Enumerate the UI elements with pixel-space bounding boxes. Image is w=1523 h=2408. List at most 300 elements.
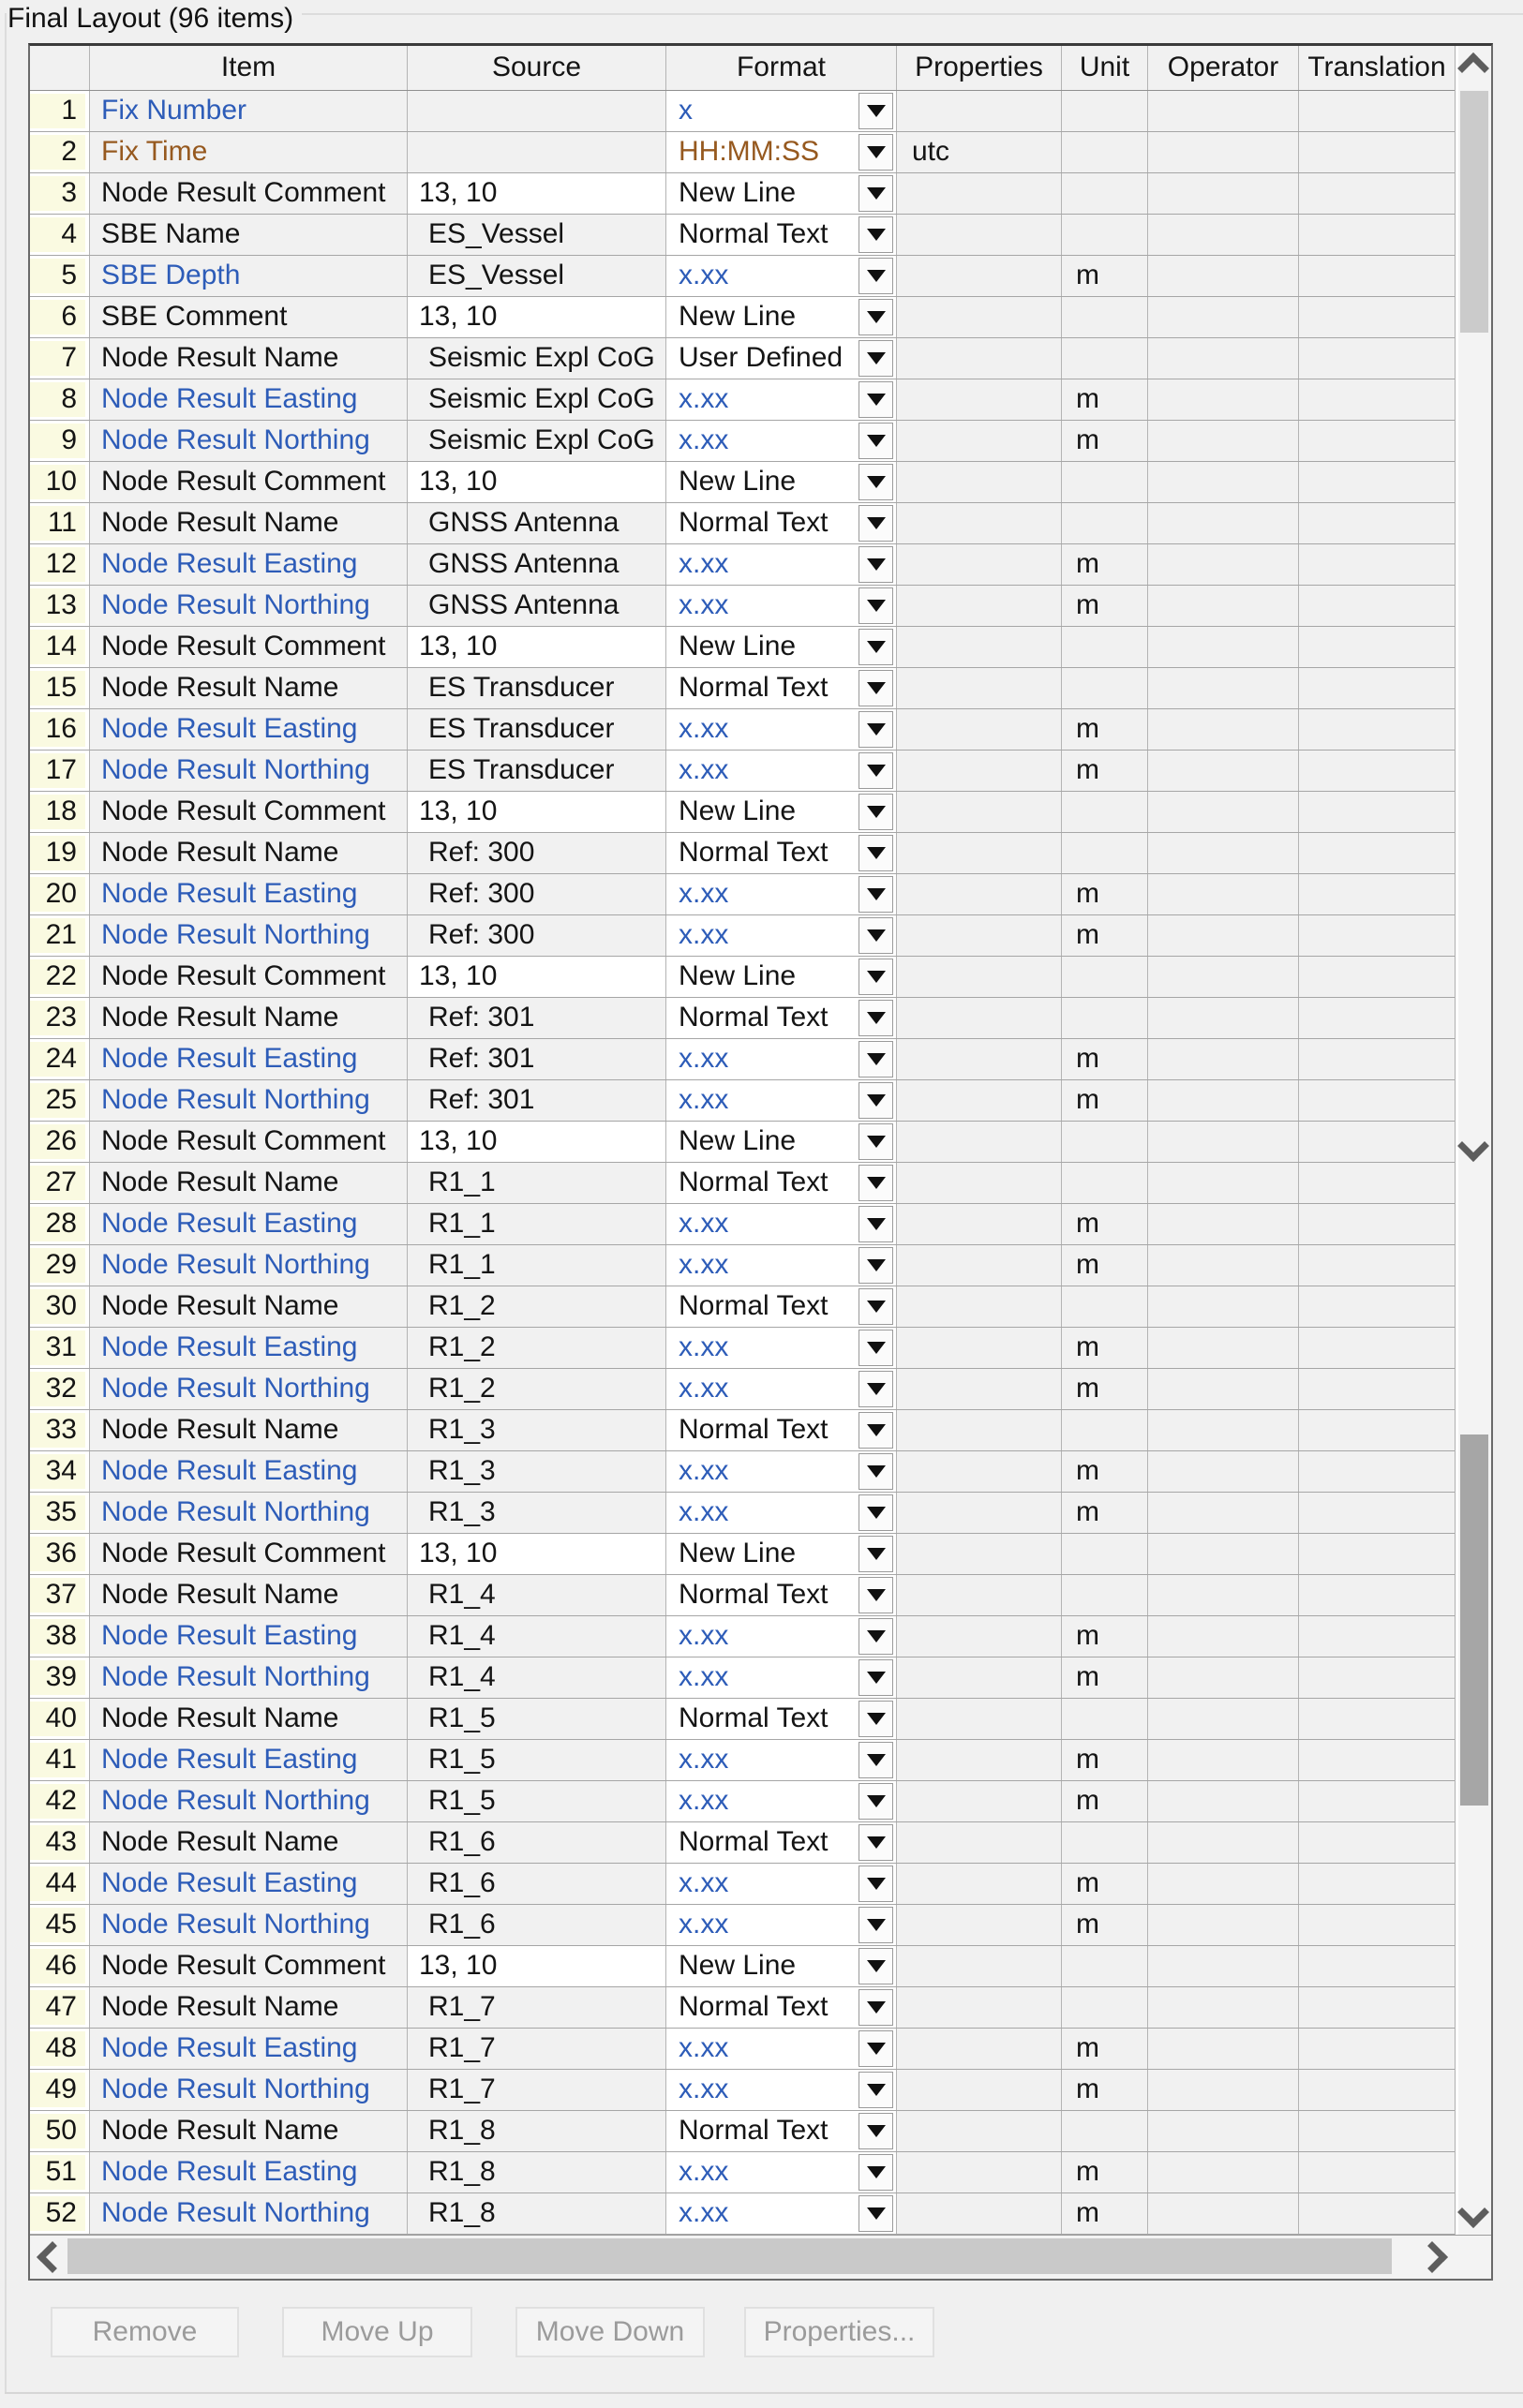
source-cell[interactable]: ES Transducer [408,751,666,791]
item-cell[interactable]: Node Result Northing [90,1080,408,1121]
unit-cell[interactable]: m [1062,379,1148,420]
header-col-operator[interactable]: Operator [1148,46,1299,90]
properties-cell[interactable] [897,957,1062,997]
format-combobox[interactable] [666,586,897,626]
translation-cell[interactable] [1299,215,1455,255]
item-cell[interactable]: Fix Time [90,132,408,172]
properties-cell[interactable] [897,1575,1062,1615]
format-dropdown-button[interactable] [859,299,893,335]
translation-cell[interactable] [1299,462,1455,502]
properties-cell[interactable] [897,1699,1062,1739]
source-cell[interactable]: 13, 10 [408,627,666,667]
source-cell[interactable]: R1_8 [408,2193,666,2234]
item-cell[interactable]: Node Result Northing [90,1245,408,1286]
operator-cell[interactable] [1148,462,1299,502]
unit-cell[interactable]: m [1062,1328,1148,1368]
header-col-rownumber[interactable] [30,46,90,90]
row-number-cell[interactable]: 39 [30,1657,90,1698]
unit-cell[interactable] [1062,1946,1148,1986]
operator-cell[interactable] [1148,338,1299,379]
operator-cell[interactable] [1148,751,1299,791]
translation-cell[interactable] [1299,668,1455,708]
source-cell[interactable]: 13, 10 [408,957,666,997]
unit-cell[interactable]: m [1062,1905,1148,1945]
translation-cell[interactable] [1299,297,1455,337]
item-cell[interactable]: Node Result Northing [90,421,408,461]
properties-cell[interactable] [897,874,1062,914]
format-dropdown-button[interactable] [859,2154,893,2191]
format-dropdown-button[interactable] [859,1082,893,1119]
format-dropdown-button[interactable] [859,1247,893,1284]
format-combobox[interactable] [666,1493,897,1533]
operator-cell[interactable] [1148,627,1299,667]
unit-cell[interactable]: m [1062,1657,1148,1698]
operator-cell[interactable] [1148,1987,1299,2028]
translation-cell[interactable] [1299,132,1455,172]
item-cell[interactable]: Node Result Northing [90,2193,408,2234]
operator-cell[interactable] [1148,2111,1299,2151]
properties-cell[interactable] [897,2070,1062,2110]
translation-cell[interactable] [1299,792,1455,832]
properties-cell[interactable] [897,1822,1062,1863]
format-combobox[interactable] [666,173,897,214]
properties-cell[interactable] [897,2111,1062,2151]
format-dropdown-button[interactable] [859,1865,893,1902]
properties-cell[interactable] [897,338,1062,379]
format-combobox[interactable] [666,1864,897,1904]
row-number-cell[interactable]: 48 [30,2029,90,2069]
properties-cell[interactable] [897,586,1062,626]
header-col-unit[interactable]: Unit [1062,46,1148,90]
source-cell[interactable]: R1_1 [408,1245,666,1286]
format-combobox[interactable] [666,1740,897,1780]
operator-cell[interactable] [1148,1204,1299,1244]
format-dropdown-button[interactable] [859,1206,893,1242]
item-cell[interactable]: Node Result Name [90,1987,408,2028]
translation-cell[interactable] [1299,1657,1455,1698]
row-number-cell[interactable]: 15 [30,668,90,708]
source-cell[interactable]: Seismic Expl CoG [408,379,666,420]
item-cell[interactable]: Node Result Comment [90,462,408,502]
row-number-cell[interactable]: 16 [30,709,90,750]
operator-cell[interactable] [1148,998,1299,1038]
properties-cell[interactable] [897,1987,1062,2028]
item-cell[interactable]: Node Result Northing [90,1369,408,1409]
format-combobox[interactable] [666,1987,897,2028]
properties-cell[interactable] [897,1781,1062,1821]
properties-cell[interactable] [897,1493,1062,1533]
format-combobox[interactable] [666,462,897,502]
row-number-cell[interactable]: 11 [30,503,90,543]
row-number-cell[interactable]: 42 [30,1781,90,1821]
operator-cell[interactable] [1148,1286,1299,1327]
row-number-cell[interactable]: 41 [30,1740,90,1780]
unit-cell[interactable]: m [1062,915,1148,956]
item-cell[interactable]: Node Result Easting [90,1039,408,1079]
unit-cell[interactable]: m [1062,2029,1148,2069]
translation-cell[interactable] [1299,1286,1455,1327]
horizontal-scrollbar[interactable] [30,2235,1491,2279]
item-cell[interactable]: Node Result Comment [90,1122,408,1162]
unit-cell[interactable] [1062,462,1148,502]
item-cell[interactable]: Node Result Name [90,1822,408,1863]
format-combobox[interactable] [666,751,897,791]
item-cell[interactable]: Node Result Name [90,1163,408,1203]
translation-cell[interactable] [1299,915,1455,956]
format-combobox[interactable] [666,421,897,461]
format-combobox[interactable] [666,1946,897,1986]
source-cell[interactable]: R1_3 [408,1451,666,1492]
operator-cell[interactable] [1148,1905,1299,1945]
operator-cell[interactable] [1148,1781,1299,1821]
source-cell[interactable]: GNSS Antenna [408,503,666,543]
translation-cell[interactable] [1299,1039,1455,1079]
row-number-cell[interactable]: 37 [30,1575,90,1615]
properties-cell[interactable] [897,297,1062,337]
format-combobox[interactable] [666,1080,897,1121]
format-dropdown-button[interactable] [859,381,893,418]
format-dropdown-button[interactable] [859,2195,893,2232]
scroll-up-button[interactable] [1456,52,1491,85]
format-combobox[interactable] [666,1534,897,1574]
row-number-cell[interactable]: 8 [30,379,90,420]
format-combobox[interactable] [666,2193,897,2234]
properties-cell[interactable] [897,1534,1062,1574]
format-dropdown-button[interactable] [859,629,893,665]
unit-cell[interactable] [1062,1163,1148,1203]
source-cell[interactable]: R1_8 [408,2152,666,2192]
format-combobox[interactable] [666,1575,897,1615]
row-number-cell[interactable]: 21 [30,915,90,956]
source-cell[interactable]: Ref: 301 [408,1080,666,1121]
properties-cell[interactable] [897,833,1062,873]
unit-cell[interactable]: m [1062,1039,1148,1079]
format-combobox[interactable] [666,2152,897,2192]
scroll-down-button-bottom[interactable] [1456,2195,1491,2229]
unit-cell[interactable] [1062,1410,1148,1450]
format-dropdown-button[interactable] [859,546,893,583]
operator-cell[interactable] [1148,297,1299,337]
translation-cell[interactable] [1299,1328,1455,1368]
format-dropdown-button[interactable] [859,216,893,253]
operator-cell[interactable] [1148,1080,1299,1121]
item-cell[interactable]: Node Result Easting [90,1616,408,1657]
vertical-scrollbar-thumb[interactable] [1460,91,1488,333]
format-combobox[interactable] [666,1245,897,1286]
source-cell[interactable]: Ref: 301 [408,1039,666,1079]
row-number-cell[interactable]: 49 [30,2070,90,2110]
format-dropdown-button[interactable] [859,917,893,954]
item-cell[interactable]: Node Result Northing [90,1905,408,1945]
item-cell[interactable]: Node Result Northing [90,915,408,956]
item-cell[interactable]: Node Result Easting [90,1328,408,1368]
translation-cell[interactable] [1299,1616,1455,1657]
row-number-cell[interactable]: 40 [30,1699,90,1739]
unit-cell[interactable]: m [1062,1245,1148,1286]
unit-cell[interactable]: m [1062,1864,1148,1904]
row-number-cell[interactable]: 30 [30,1286,90,1327]
unit-cell[interactable]: m [1062,874,1148,914]
format-dropdown-button[interactable] [859,1041,893,1078]
item-cell[interactable]: Node Result Name [90,2111,408,2151]
unit-cell[interactable]: m [1062,2070,1148,2110]
operator-cell[interactable] [1148,709,1299,750]
format-combobox[interactable] [666,1451,897,1492]
unit-cell[interactable] [1062,1822,1148,1863]
properties-cell[interactable] [897,1451,1062,1492]
source-cell[interactable]: R1_7 [408,2029,666,2069]
unit-cell[interactable]: m [1062,544,1148,585]
row-number-cell[interactable]: 1 [30,91,90,131]
unit-cell[interactable] [1062,1575,1148,1615]
translation-cell[interactable] [1299,1987,1455,2028]
translation-cell[interactable] [1299,1575,1455,1615]
item-cell[interactable]: Node Result Easting [90,379,408,420]
operator-cell[interactable] [1148,1245,1299,1286]
properties-cell[interactable] [897,91,1062,131]
operator-cell[interactable] [1148,2152,1299,2192]
operator-cell[interactable] [1148,256,1299,296]
format-dropdown-button[interactable] [859,1824,893,1861]
properties-cell[interactable] [897,1039,1062,1079]
unit-cell[interactable] [1062,957,1148,997]
format-combobox[interactable] [666,91,897,131]
translation-cell[interactable] [1299,1740,1455,1780]
format-combobox[interactable] [666,1369,897,1409]
properties-cell[interactable] [897,709,1062,750]
item-cell[interactable]: Node Result Comment [90,1946,408,1986]
format-dropdown-button[interactable] [859,1742,893,1778]
row-number-cell[interactable]: 51 [30,2152,90,2192]
translation-cell[interactable] [1299,1204,1455,1244]
translation-cell[interactable] [1299,256,1455,296]
source-cell[interactable]: R1_6 [408,1822,666,1863]
row-number-cell[interactable]: 44 [30,1864,90,1904]
source-cell[interactable] [408,91,666,131]
translation-cell[interactable] [1299,751,1455,791]
translation-cell[interactable] [1299,2152,1455,2192]
move-up-button[interactable]: Move Up [282,2307,472,2357]
row-number-cell[interactable]: 33 [30,1410,90,1450]
translation-cell[interactable] [1299,338,1455,379]
format-combobox[interactable] [666,132,897,172]
item-cell[interactable]: Node Result Northing [90,1781,408,1821]
operator-cell[interactable] [1148,1451,1299,1492]
operator-cell[interactable] [1148,957,1299,997]
format-dropdown-button[interactable] [859,1701,893,1737]
translation-cell[interactable] [1299,2111,1455,2151]
properties-cell[interactable] [897,1286,1062,1327]
translation-cell[interactable] [1299,379,1455,420]
format-dropdown-button[interactable] [859,1536,893,1572]
format-dropdown-button[interactable] [859,1371,893,1407]
item-cell[interactable]: Node Result Northing [90,1657,408,1698]
format-combobox[interactable] [666,792,897,832]
unit-cell[interactable]: m [1062,1204,1148,1244]
header-col-format[interactable]: Format [666,46,897,90]
format-combobox[interactable] [666,2070,897,2110]
format-dropdown-button[interactable] [859,1165,893,1201]
header-col-item[interactable]: Item [90,46,408,90]
operator-cell[interactable] [1148,1122,1299,1162]
item-cell[interactable]: SBE Depth [90,256,408,296]
source-cell[interactable]: R1_2 [408,1286,666,1327]
operator-cell[interactable] [1148,2029,1299,2069]
format-dropdown-button[interactable] [859,876,893,913]
unit-cell[interactable] [1062,503,1148,543]
unit-cell[interactable] [1062,1699,1148,1739]
translation-cell[interactable] [1299,173,1455,214]
item-cell[interactable]: Node Result Easting [90,1204,408,1244]
operator-cell[interactable] [1148,915,1299,956]
translation-cell[interactable] [1299,709,1455,750]
properties-cell[interactable] [897,215,1062,255]
unit-cell[interactable] [1062,668,1148,708]
unit-cell[interactable] [1062,173,1148,214]
source-cell[interactable]: R1_4 [408,1575,666,1615]
row-number-cell[interactable]: 19 [30,833,90,873]
format-combobox[interactable] [666,503,897,543]
source-cell[interactable]: 13, 10 [408,1534,666,1574]
format-dropdown-button[interactable] [859,134,893,171]
operator-cell[interactable] [1148,1740,1299,1780]
operator-cell[interactable] [1148,421,1299,461]
operator-cell[interactable] [1148,1328,1299,1368]
format-combobox[interactable] [666,1163,897,1203]
scroll-down-button[interactable] [1456,1129,1491,1163]
properties-cell[interactable] [897,1864,1062,1904]
row-number-cell[interactable]: 35 [30,1493,90,1533]
format-dropdown-button[interactable] [859,1659,893,1696]
source-cell[interactable]: ES_Vessel [408,215,666,255]
translation-cell[interactable] [1299,2070,1455,2110]
item-cell[interactable]: Node Result Name [90,998,408,1038]
format-combobox[interactable] [666,627,897,667]
row-number-cell[interactable]: 6 [30,297,90,337]
item-cell[interactable]: Node Result Comment [90,792,408,832]
format-dropdown-button[interactable] [859,2113,893,2149]
row-number-cell[interactable]: 24 [30,1039,90,1079]
properties-cell[interactable] [897,2152,1062,2192]
row-number-cell[interactable]: 45 [30,1905,90,1945]
properties-cell[interactable] [897,1946,1062,1986]
translation-cell[interactable] [1299,1781,1455,1821]
source-cell[interactable]: R1_3 [408,1410,666,1450]
source-cell[interactable]: Ref: 301 [408,998,666,1038]
item-cell[interactable]: Node Result Name [90,338,408,379]
unit-cell[interactable]: m [1062,1781,1148,1821]
row-number-cell[interactable]: 20 [30,874,90,914]
item-cell[interactable]: Node Result Name [90,503,408,543]
move-down-button[interactable]: Move Down [515,2307,705,2357]
unit-cell[interactable] [1062,1286,1148,1327]
unit-cell[interactable] [1062,998,1148,1038]
unit-cell[interactable]: m [1062,586,1148,626]
item-cell[interactable]: Node Result Easting [90,2152,408,2192]
format-dropdown-button[interactable] [859,794,893,830]
format-combobox[interactable] [666,1699,897,1739]
translation-cell[interactable] [1299,1534,1455,1574]
operator-cell[interactable] [1148,1699,1299,1739]
translation-cell[interactable] [1299,1245,1455,1286]
operator-cell[interactable] [1148,833,1299,873]
operator-cell[interactable] [1148,173,1299,214]
operator-cell[interactable] [1148,2193,1299,2234]
item-cell[interactable]: Fix Number [90,91,408,131]
translation-cell[interactable] [1299,833,1455,873]
source-cell[interactable]: R1_1 [408,1163,666,1203]
unit-cell[interactable] [1062,215,1148,255]
source-cell[interactable]: GNSS Antenna [408,544,666,585]
properties-cell[interactable] [897,1410,1062,1450]
properties-cell[interactable] [897,462,1062,502]
operator-cell[interactable] [1148,1493,1299,1533]
header-col-translation[interactable]: Translation [1299,46,1455,90]
source-cell[interactable]: ES_Vessel [408,256,666,296]
item-cell[interactable]: Node Result Name [90,1410,408,1450]
operator-cell[interactable] [1148,503,1299,543]
translation-cell[interactable] [1299,874,1455,914]
scroll-left-button[interactable] [34,2236,71,2279]
properties-cell[interactable] [897,1245,1062,1286]
translation-cell[interactable] [1299,1122,1455,1162]
translation-cell[interactable] [1299,1905,1455,1945]
row-number-cell[interactable]: 13 [30,586,90,626]
properties-cell[interactable]: utc [897,132,1062,172]
row-number-cell[interactable]: 47 [30,1987,90,2028]
row-number-cell[interactable]: 50 [30,2111,90,2151]
translation-cell[interactable] [1299,1699,1455,1739]
translation-cell[interactable] [1299,1493,1455,1533]
row-number-cell[interactable]: 14 [30,627,90,667]
format-combobox[interactable] [666,709,897,750]
row-number-cell[interactable]: 3 [30,173,90,214]
row-number-cell[interactable]: 29 [30,1245,90,1286]
unit-cell[interactable]: m [1062,1080,1148,1121]
format-combobox[interactable] [666,297,897,337]
horizontal-scrollbar-thumb[interactable] [67,2238,1392,2274]
row-number-cell[interactable]: 36 [30,1534,90,1574]
format-dropdown-button[interactable] [859,1288,893,1325]
format-dropdown-button[interactable] [859,959,893,995]
source-cell[interactable]: GNSS Antenna [408,586,666,626]
source-cell[interactable] [408,132,666,172]
unit-cell[interactable]: m [1062,1493,1148,1533]
item-cell[interactable]: Node Result Name [90,1286,408,1327]
format-combobox[interactable] [666,544,897,585]
item-cell[interactable]: Node Result Name [90,833,408,873]
source-cell[interactable]: 13, 10 [408,792,666,832]
item-cell[interactable]: Node Result Easting [90,709,408,750]
format-combobox[interactable] [666,1781,897,1821]
format-dropdown-button[interactable] [859,93,893,129]
source-cell[interactable]: R1_5 [408,1740,666,1780]
source-cell[interactable]: R1_8 [408,2111,666,2151]
unit-cell[interactable] [1062,2111,1148,2151]
item-cell[interactable]: Node Result Easting [90,1864,408,1904]
translation-cell[interactable] [1299,503,1455,543]
properties-cell[interactable] [897,792,1062,832]
source-cell[interactable]: R1_4 [408,1616,666,1657]
properties-cell[interactable] [897,2029,1062,2069]
header-col-properties[interactable]: Properties [897,46,1062,90]
translation-cell[interactable] [1299,1163,1455,1203]
properties-cell[interactable] [897,998,1062,1038]
format-dropdown-button[interactable] [859,1330,893,1366]
operator-cell[interactable] [1148,1163,1299,1203]
operator-cell[interactable] [1148,132,1299,172]
source-cell[interactable]: Ref: 300 [408,915,666,956]
